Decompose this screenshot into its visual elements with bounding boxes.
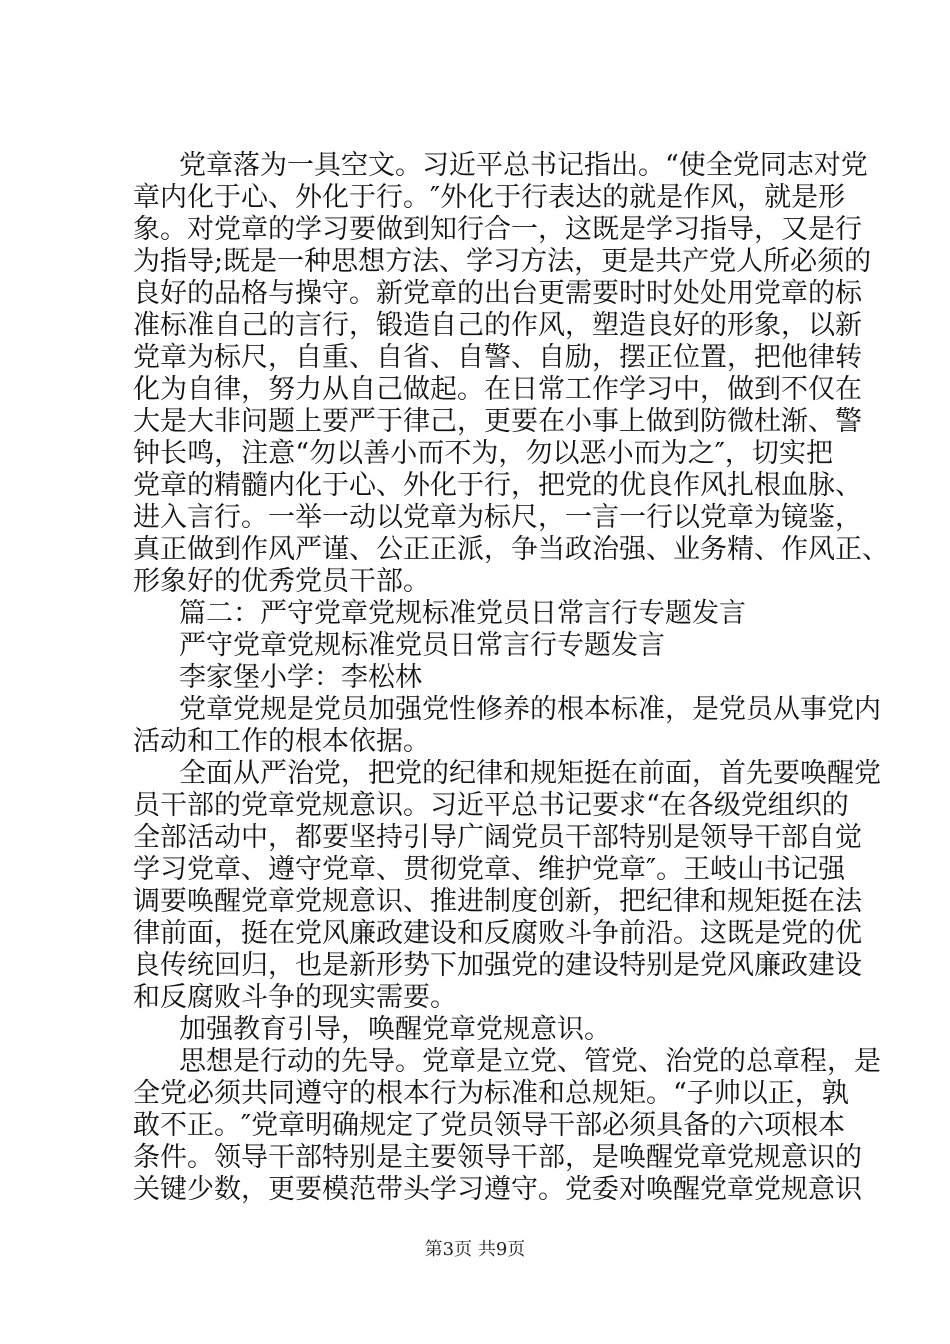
text-line: 党章落为一具空文。习近平总书记指出。“使全党同志对党	[179, 150, 868, 181]
text-line: 李家堡小学：李松林	[179, 662, 422, 693]
text-line: 大是大非问题上要严于律己，更要在小事上做到防微杜渐、警	[133, 406, 862, 437]
text-line: 思想是行动的先导。党章是立党、管党、治党的总章程，是	[179, 1046, 881, 1077]
text-line: 真正做到作风严谨、公正正派，争当政治强、业务精、作风正、	[133, 534, 889, 565]
text-line: 篇二：严守党章党规标准党员日常言行专题发言	[179, 598, 746, 629]
text-line: 员干部的党章党规意识。习近平总书记要求“在各级党组织的	[133, 790, 849, 821]
text-line: 全部活动中，都要坚持引导广阔党员干部特别是领导干部自觉	[133, 822, 862, 853]
text-line: 活动和工作的根本依据。	[133, 726, 430, 757]
text-line: 良传统回归，也是新形势下加强党的建设特别是党风廉政建设	[133, 950, 862, 981]
text-line: 进入言行。一举一动以党章为标尺，一言一行以党章为镜鉴，	[133, 502, 862, 533]
text-line: 调要唤醒党章党规意识、推进制度创新，把纪律和规矩挺在法	[133, 886, 862, 917]
text-line: 形象好的优秀党员干部。	[133, 566, 430, 597]
text-line: 党章为标尺，自重、自省、自警、自励，摆正位置，把他律转	[133, 342, 862, 373]
text-line: 钟长鸣，注意“勿以善小而不为，勿以恶小而为之″，切实把	[133, 438, 833, 469]
text-line: 化为自律，努力从自己做起。在日常工作学习中，做到不仅在	[133, 374, 862, 405]
document-body	[133, 150, 889, 1206]
text-line: 党章的精髓内化于心、外化于行，把党的优良作风扎根血脉、	[133, 470, 862, 501]
text-line: 律前面，挺在党风廉政建设和反腐败斗争前沿。这既是党的优	[133, 918, 862, 949]
text-line: 和反腐败斗争的现实需要。	[133, 982, 457, 1013]
text-line: 良好的品格与操守。新党章的出台更需要时时处处用党章的标	[133, 278, 862, 309]
text-line: 为指导;既是一种思想方法、学习方法，更是共产党人所必须的	[133, 246, 872, 277]
text-line: 象。对党章的学习要做到知行合一，这既是学习指导，又是行	[133, 214, 862, 245]
text-line: 关键少数，更要模范带头学习遵守。党委对唤醒党章党规意识	[133, 1174, 862, 1205]
text-line: 准标准自己的言行，锻造自己的作风，塑造良好的形象，以新	[133, 310, 862, 341]
text-line: 条件。领导干部特别是主要领导干部，是唤醒党章党规意识的	[133, 1142, 862, 1173]
text-line: 全党必须共同遵守的根本行为标准和总规矩。“子帅以正，孰	[133, 1078, 849, 1109]
text-line: 严守党章党规标准党员日常言行专题发言	[179, 630, 665, 661]
text-line: 敢不正。″党章明确规定了党员领导干部必须具备的六项根本	[133, 1110, 846, 1141]
text-line: 全面从严治党，把党的纪律和规矩挺在前面，首先要唤醒党	[179, 758, 881, 789]
text-line: 党章党规是党员加强党性修养的根本标准，是党员从事党内	[179, 694, 881, 725]
text-line: 学习党章、遵守党章、贯彻党章、维护党章″。王岐山书记强	[133, 854, 846, 885]
page-number-footer: 第3页 共9页	[424, 1239, 526, 1260]
text-line: 章内化于心、外化于行。″外化于行表达的就是作风，就是形	[133, 182, 846, 213]
text-line: 加强教育引导，唤醒党章党规意识。	[179, 1014, 611, 1045]
